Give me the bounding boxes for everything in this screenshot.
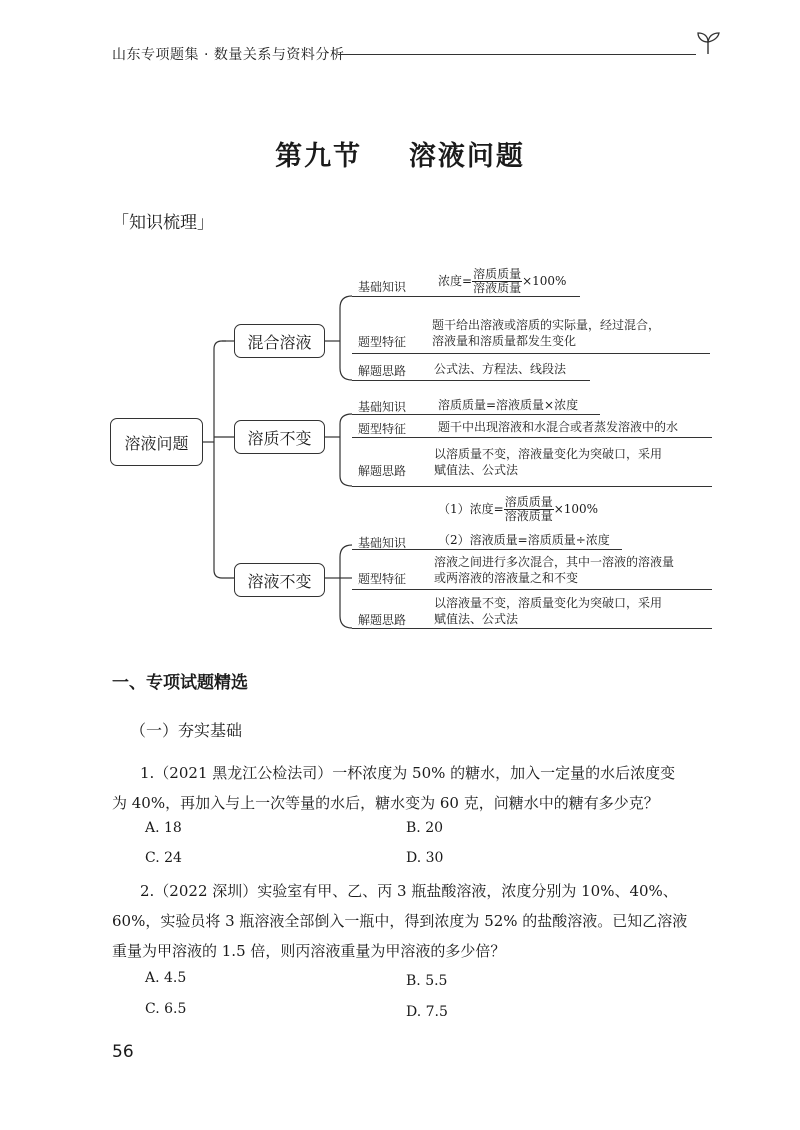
underline bbox=[352, 437, 712, 438]
option-c: C. 24 bbox=[145, 850, 182, 866]
type-feature-label: 题型特征 bbox=[358, 422, 407, 436]
basic-knowledge-label: 基础知识 bbox=[358, 280, 407, 294]
basic-knowledge-label: 基础知识 bbox=[358, 536, 407, 550]
type-feature-text: 溶液之间进行多次混合，其中一溶液的溶液量 或两溶液的溶液量之和不变 bbox=[434, 555, 675, 585]
knowledge-summary-heading: 「知识梳理」 bbox=[112, 213, 214, 233]
solute-formula: 溶质质量=溶液质量×浓度 bbox=[438, 398, 579, 412]
option-b: B. 20 bbox=[406, 820, 444, 836]
option-d: D. 30 bbox=[406, 850, 444, 866]
section-number: 第九节 bbox=[275, 141, 363, 172]
root-node: 溶液问题 bbox=[110, 418, 203, 466]
underline bbox=[352, 296, 580, 297]
method-label: 解题思路 bbox=[358, 364, 407, 378]
question-1: 1.（2021 黑龙江公检法司）一杯浓度为 50% 的糖水，加入一定量的水后浓度变 为 40%，再加入与上一次等量的水后，糖水变为 60 克，问糖水中的糖有多少克？ bbox=[112, 764, 676, 812]
method-label: 解题思路 bbox=[358, 464, 407, 478]
underline bbox=[352, 628, 712, 629]
solution-formula: （2）溶液质量=溶质质量÷浓度 bbox=[438, 533, 610, 547]
question-2: 2.（2022 深圳）实验室有甲、乙、丙 3 瓶盐酸溶液，浓度分别为 10%、40%、 60%，实验员将 3 瓶溶液全部倒入一瓶中，得到浓度为 52% 的盐酸溶液。已知乙溶液 重量为甲溶液的 1.5 倍，则丙溶液重量为甲溶液的多少倍？ bbox=[112, 882, 688, 960]
underline bbox=[352, 353, 710, 354]
type-feature-text: 题干给出溶液或溶质的实际量，经过混合， 溶液量和溶质量都发生变化 bbox=[432, 318, 661, 348]
running-header: 山东专项题集 · 数量关系与资料分析 bbox=[112, 47, 345, 63]
concentration-formula: 浓度= $\frac{\text{溶质质量}}{\text{溶液质量}}$ ×100% bbox=[438, 267, 567, 295]
option-a: A. 18 bbox=[145, 820, 182, 836]
branch-node-mixed-solution: 混合溶液 bbox=[234, 324, 325, 358]
branch-node-solution-constant: 溶液不变 bbox=[234, 563, 325, 597]
concentration-formula-2: （1）浓度= $\frac{\text{溶质质量}}{\text{溶液质量}}$ ×100% bbox=[438, 495, 599, 523]
type-feature-text: 题干中出现溶液和水混合或者蒸发溶液中的水 bbox=[438, 420, 679, 434]
method-text: 以溶质量不变，溶液量变化为突破口，采用 赋值法、公式法 bbox=[434, 447, 663, 477]
option-a: A. 4.5 bbox=[145, 970, 187, 986]
sub-heading: （一）夯实基础 bbox=[130, 721, 243, 740]
option-c: C. 6.5 bbox=[145, 1001, 187, 1017]
underline bbox=[352, 380, 590, 381]
part-heading: 一、专项试题精选 bbox=[112, 673, 248, 693]
branch-node-solute-constant: 溶质不变 bbox=[234, 420, 325, 454]
underline bbox=[352, 589, 712, 590]
option-b: B. 5.5 bbox=[406, 973, 448, 989]
underline bbox=[352, 414, 600, 415]
option-d: D. 7.5 bbox=[406, 1004, 448, 1020]
type-feature-label: 题型特征 bbox=[358, 572, 407, 586]
underline bbox=[352, 549, 622, 550]
section-name: 溶液问题 bbox=[408, 141, 525, 172]
underline bbox=[352, 486, 712, 487]
page-number: 56 bbox=[112, 1042, 134, 1062]
method-text: 以溶液量不变，溶质量变化为突破口，采用 赋值法、公式法 bbox=[434, 596, 663, 626]
method-label: 解题思路 bbox=[358, 613, 407, 627]
type-feature-label: 题型特征 bbox=[358, 335, 407, 349]
method-text: 公式法、方程法、线段法 bbox=[434, 362, 567, 376]
basic-knowledge-label: 基础知识 bbox=[358, 400, 407, 414]
